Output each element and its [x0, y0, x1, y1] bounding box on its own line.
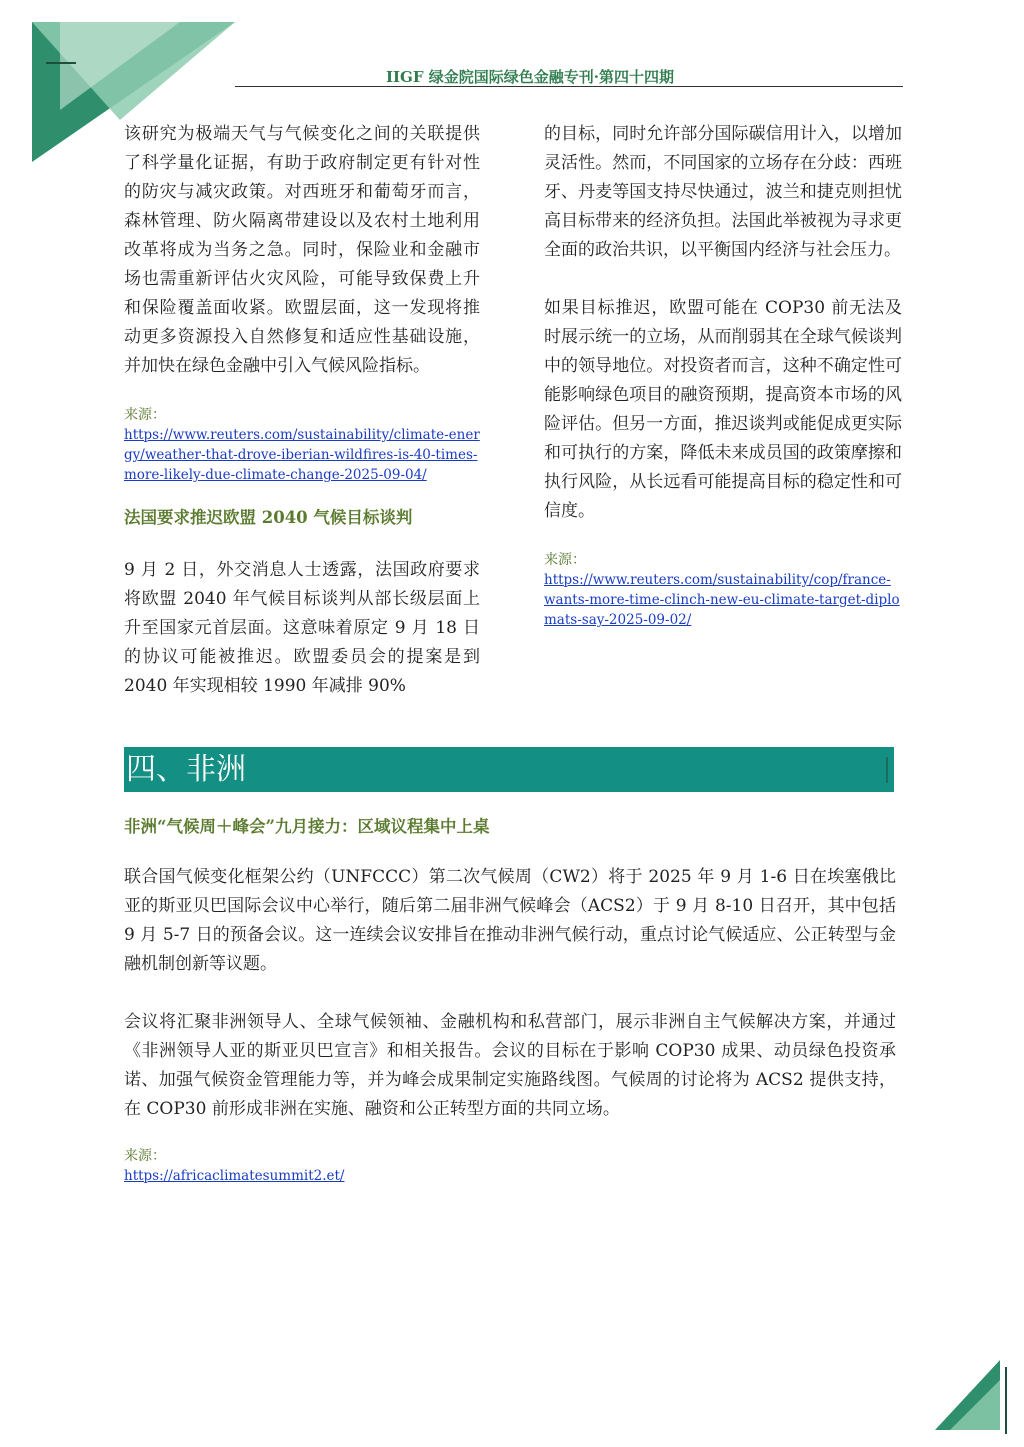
africa-paragraph-2: 会议将汇聚非洲领导人、全球气候领袖、金融机构和私营部门，展示非洲自主气候解决方案，并通过《非洲领导人亚的斯亚贝巴宣言》和相关报告。会议的目标在于影响 COP30 成果、动员绿色投资承诺、加强气候资金管理能力等，并为峰会成果制定实施路线图。气候周的讨论将为 ACS2 提供支持，在 COP30 前形成非洲在实施、融资和公正转型方面的共同立场。 [124, 1012, 896, 1119]
right-paragraph-1: 的目标，同时允许部分国际碳信用计入，以增加灵活性。然而，不同国家的立场存在分歧：西班牙、丹麦等国支持尽快通过，波兰和捷克则担忧高目标带来的经济负担。法国此举被视为寻求更全面的政治共识，以平衡国内经济与社会压力。 [544, 124, 902, 260]
source-link-iberian-wildfires[interactable]: https://www.reuters.com/sustainability/climate-energy/weather-that-drove-iberian-wildfires-is-40-times-more-likely-due-climate-change-2025-09-04/ [124, 427, 480, 483]
source-label: 来源： [544, 552, 586, 568]
page-header-title: IIGF 绿金院国际绿色金融专刊·第四十四期 [386, 68, 674, 86]
corner-decoration-bottom-right [930, 1355, 1010, 1435]
source-link-france-target[interactable]: https://www.reuters.com/sustainability/cop/france-wants-more-time-clinch-new-eu-climate-target-diplomats-say-2025-09-02/ [544, 572, 900, 628]
header-rule [235, 86, 903, 87]
section-title: 四、非洲 [126, 752, 246, 787]
right-paragraph-2: 如果目标推迟，欧盟可能在 COP30 前无法及时展示统一的立场，从而削弱其在全球气候谈判中的领导地位。对投资者而言，这种不确定性可能影响绿色项目的融资预期，提高资本市场的风险评估。但另一方面，推迟谈判或能促成更实际和可执行的方案，降低未来成员国的政策摩擦和执行风险，从长远看可能提高目标的稳定性和可信度。 [544, 298, 902, 521]
section-bar-edge [886, 757, 888, 783]
subheading-france-2040: 法国要求推迟欧盟 2040 气候目标谈判 [124, 508, 413, 527]
source-label: 来源： [124, 407, 166, 423]
africa-paragraph-1: 联合国气候变化框架公约（UNFCCC）第二次气候周（CW2）将于 2025 年 9 月 1-6 日在埃塞俄比亚的斯亚贝巴国际会议中心举行，随后第二届非洲气候峰会（ACS2）于 9 月 8-10 日召开，其中包括 9 月 5-7 日的预备会议。这一连续会议安排旨在推动非洲气候行动，重点讨论气候适应、公正转型与金融机制创新等议题。 [124, 867, 896, 974]
source-link-africa-summit[interactable]: https://africaclimatesummit2.et/ [124, 1168, 345, 1184]
section-heading-africa [124, 747, 894, 792]
header-dash [46, 62, 76, 64]
left-column [124, 120, 480, 701]
left-paragraph-2: 9 月 2 日，外交消息人士透露，法国政府要求将欧盟 2040 年气候目标谈判从部长级层面上升至国家元首层面。这意味着原定 9 月 18 日的协议可能被推迟。欧盟委员会的提案是到 2040 年实现相较 1990 年减排 90% [124, 560, 480, 696]
subheading-africa-climate-week: 非洲“气候周＋峰会”九月接力：区域议程集中上桌 [124, 817, 490, 836]
left-paragraph-1: 该研究为极端天气与气候变化之间的关联提供了科学量化证据，有助于政府制定更有针对性的防灾与减灾政策。对西班牙和葡萄牙而言，森林管理、防火隔离带建设以及农村土地利用改革将成为当务之急。同时，保险业和金融市场也需重新评估火灾风险，可能导致保费上升和保险覆盖面收紧。欧盟层面，这一发现将推动更多资源投入自然修复和适应性基础设施，并加快在绿色金融中引入气候风险指标。 [124, 124, 480, 376]
africa-section-body [124, 812, 896, 1186]
source-label: 来源： [124, 1148, 166, 1164]
right-column [544, 120, 902, 630]
